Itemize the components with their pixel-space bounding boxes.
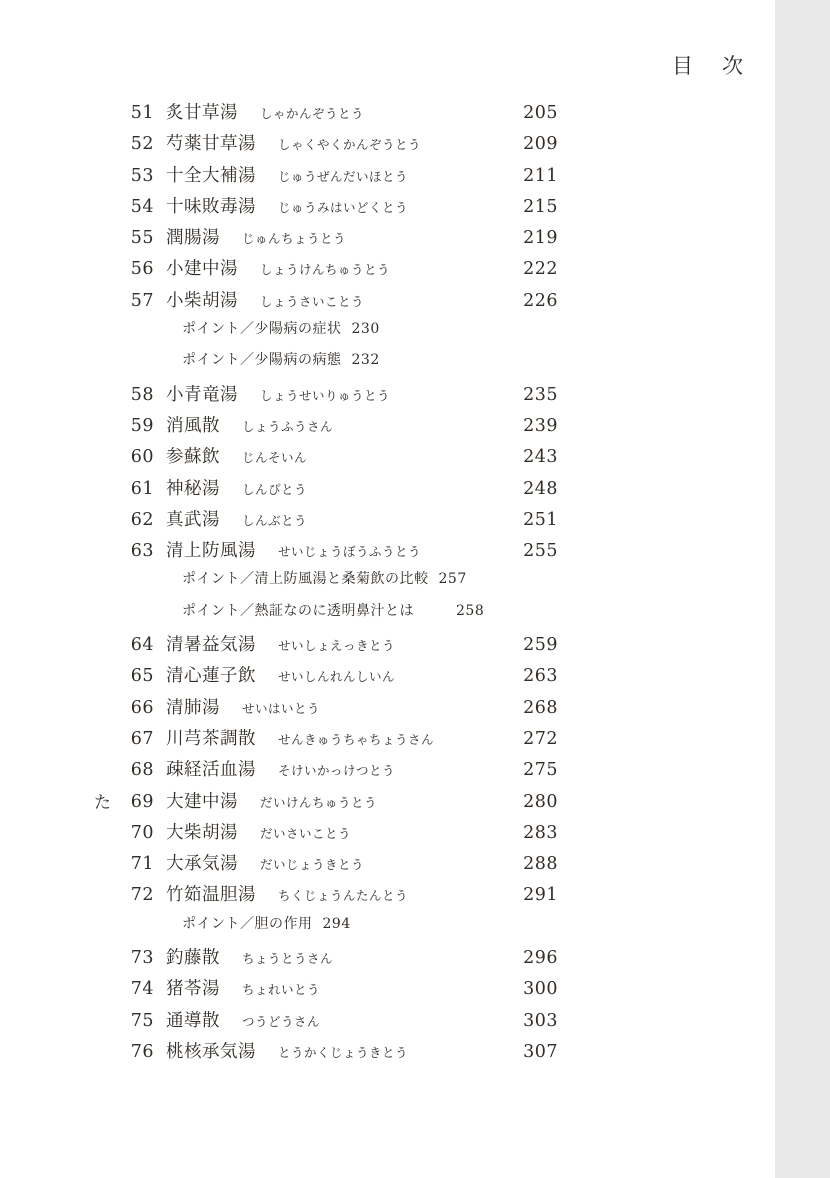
entry-number: 52 [130, 134, 154, 155]
entry-page-number: 296 [523, 948, 558, 969]
toc-row [130, 224, 558, 255]
toc-row [130, 756, 558, 787]
toc-point-row [130, 318, 558, 349]
toc-point-row [130, 568, 558, 599]
entry-number: 72 [130, 885, 154, 906]
toc-row [130, 287, 558, 318]
entry-number: 67 [130, 728, 154, 749]
entry-page-number: 239 [523, 415, 558, 436]
entry-reading: しょうさいことう [260, 293, 365, 309]
entry-reading: じゅうぜんだいほとう [278, 168, 409, 184]
entry-title: 清肺湯 [166, 697, 220, 718]
entry-title: 疎経活血湯 [166, 760, 256, 781]
entry-title: 清上防風湯 [166, 541, 256, 562]
entry-title: 小青竜湯 [166, 384, 238, 405]
entry-number: 57 [130, 290, 154, 311]
entry-reading: だいけんちゅうとう [260, 794, 378, 810]
entry-reading: つうどうさん [242, 1013, 321, 1029]
toc-point-row [130, 913, 558, 944]
entry-reading: じゅんちょうとう [242, 231, 347, 247]
right-edge-bar [775, 0, 830, 1178]
entry-page-number: 226 [523, 290, 558, 311]
entry-title: 芍薬甘草湯 [166, 134, 256, 155]
entry-page-number: 235 [523, 384, 558, 405]
entry-reading: しゃくやくかんぞうとう [278, 137, 422, 153]
entry-page-number: 219 [523, 228, 558, 249]
point-page-number: 258 [456, 602, 485, 619]
entry-page-number: 215 [523, 196, 558, 217]
kana-index-marker: た [94, 792, 111, 813]
entry-reading: じんそいん [242, 450, 308, 466]
entry-number: 60 [130, 447, 154, 468]
entry-page-number: 280 [523, 791, 558, 812]
entry-page-number: 243 [523, 447, 558, 468]
toc-row [130, 475, 558, 506]
entry-reading: せいしんれんしいん [278, 669, 396, 685]
entry-title: 釣藤散 [166, 948, 220, 969]
entry-page-number: 211 [523, 165, 558, 186]
entry-page-number: 259 [523, 635, 558, 656]
toc-row [130, 193, 558, 224]
point-text: ポイント／少陽病の症状 [182, 321, 342, 338]
entry-number: 66 [130, 697, 154, 718]
toc-point-row [130, 600, 558, 631]
entry-title: 潤腸湯 [166, 228, 220, 249]
toc-row [130, 506, 558, 537]
entry-reading: じゅうみはいどくとう [278, 199, 409, 215]
entry-title: 通導散 [166, 1010, 220, 1031]
entry-number: 70 [130, 822, 154, 843]
entry-page-number: 275 [523, 760, 558, 781]
entry-number: 58 [130, 384, 154, 405]
entry-page-number: 288 [523, 854, 558, 875]
toc-row [130, 537, 558, 568]
entry-reading: しょうけんちゅうとう [260, 262, 391, 278]
entry-page-number: 205 [523, 103, 558, 123]
entry-title: 竹筎温胆湯 [166, 885, 256, 906]
entry-title: 清心蓮子飲 [166, 666, 256, 687]
entry-number: 63 [130, 541, 154, 562]
toc-row [130, 130, 558, 161]
entry-reading: ちくじょうんたんとう [278, 888, 409, 904]
toc-row [130, 662, 558, 693]
entry-page-number: 300 [523, 979, 558, 1000]
entry-title: 清暑益気湯 [166, 635, 256, 656]
entry-number: 64 [130, 635, 154, 656]
entry-page-number: 248 [523, 478, 558, 499]
entry-reading: ちょれいとう [242, 982, 321, 998]
entry-reading: しゃかんぞうとう [260, 106, 365, 121]
entry-reading: しんぶとう [242, 512, 308, 528]
entry-title: 神秘湯 [166, 478, 220, 499]
entry-reading: そけいかっけつとう [278, 763, 396, 779]
toc-row [94, 788, 558, 819]
entry-title: 参蘇飲 [166, 447, 220, 468]
entry-page-number: 263 [523, 666, 558, 687]
entry-title: 猪苓湯 [166, 979, 220, 1000]
toc-row [130, 819, 558, 850]
entry-page-number: 251 [523, 509, 558, 530]
entry-page-number: 283 [523, 822, 558, 843]
toc-row [130, 1038, 558, 1069]
entry-number: 71 [130, 854, 154, 875]
point-page-number: 257 [438, 571, 467, 588]
entry-number: 74 [130, 979, 154, 1000]
entry-title: 大建中湯 [166, 791, 238, 812]
entry-number: 62 [130, 509, 154, 530]
entry-title: 小建中湯 [166, 259, 238, 280]
entry-number: 59 [130, 415, 154, 436]
entry-reading: せんきゅうちゃちょうさん [278, 731, 435, 747]
entry-reading: だいじょうきとう [260, 857, 365, 873]
entry-number: 65 [130, 666, 154, 687]
toc-row [130, 255, 558, 286]
entry-page-number: 255 [523, 541, 558, 562]
entry-page-number: 303 [523, 1010, 558, 1031]
toc-row [130, 881, 558, 912]
entry-title: 真武湯 [166, 509, 220, 530]
toc-row [130, 1007, 558, 1038]
entry-title: 十全大補湯 [166, 165, 256, 186]
entry-number: 76 [130, 1041, 154, 1062]
point-text: ポイント／胆の作用 [182, 915, 313, 932]
entry-reading: せいじょうぼうふうとう [278, 544, 422, 560]
entry-number: 55 [130, 228, 154, 249]
entry-reading: しょうせいりゅうとう [260, 387, 391, 403]
entry-page-number: 307 [523, 1041, 558, 1062]
point-text: ポイント／清上防風湯と桑菊飲の比較 [182, 571, 429, 588]
toc-row [130, 944, 558, 975]
entry-reading: ちょうとうさん [242, 951, 334, 967]
entry-number: 54 [130, 196, 154, 217]
entry-title: 消風散 [166, 415, 220, 436]
entry-number: 75 [130, 1010, 154, 1031]
entry-page-number: 222 [523, 259, 558, 280]
entry-reading: しょうふうさん [242, 418, 334, 434]
point-text: ポイント／熱証なのに透明鼻汁とは [182, 602, 414, 619]
entry-reading: とうかくじょうきとう [278, 1044, 409, 1060]
entry-number: 68 [130, 760, 154, 781]
entry-reading: せいはいとう [242, 700, 321, 716]
toc-row [130, 443, 558, 474]
point-page-number: 232 [351, 352, 380, 369]
toc-row [130, 162, 558, 193]
entry-number: 61 [130, 478, 154, 499]
entry-number: 53 [130, 165, 154, 186]
toc-row [130, 99, 558, 130]
entry-reading: せいしょえっきとう [278, 638, 396, 654]
entry-reading: だいさいことう [260, 825, 352, 841]
entry-number: 69 [130, 791, 154, 812]
entry-title: 大承気湯 [166, 854, 238, 875]
entry-page-number: 291 [523, 885, 558, 906]
entry-title: 炙甘草湯 [166, 103, 238, 123]
toc-point-row [130, 349, 558, 380]
entry-title: 小柴胡湯 [166, 290, 238, 311]
entry-title: 桃核承気湯 [166, 1041, 256, 1062]
entry-page-number: 209 [523, 134, 558, 155]
entry-title: 川芎茶調散 [166, 728, 256, 749]
entry-page-number: 272 [523, 728, 558, 749]
toc-row [130, 850, 558, 881]
toc-row [130, 381, 558, 412]
toc-row [130, 975, 558, 1006]
toc-row [130, 412, 558, 443]
entry-number: 56 [130, 259, 154, 280]
toc-row [130, 725, 558, 756]
entry-number: 51 [130, 103, 154, 123]
point-text: ポイント／少陽病の病態 [182, 352, 342, 369]
toc-row [130, 631, 558, 662]
toc-list [94, 99, 558, 1069]
point-page-number: 294 [322, 915, 351, 932]
point-page-number: 230 [351, 321, 380, 338]
toc-row [130, 694, 558, 725]
entry-number: 73 [130, 948, 154, 969]
entry-title: 十味敗毒湯 [166, 196, 256, 217]
entry-title: 大柴胡湯 [166, 822, 238, 843]
page-title: 目 次 [672, 54, 747, 78]
entry-reading: しんぴとう [242, 481, 308, 497]
entry-page-number: 268 [523, 697, 558, 718]
